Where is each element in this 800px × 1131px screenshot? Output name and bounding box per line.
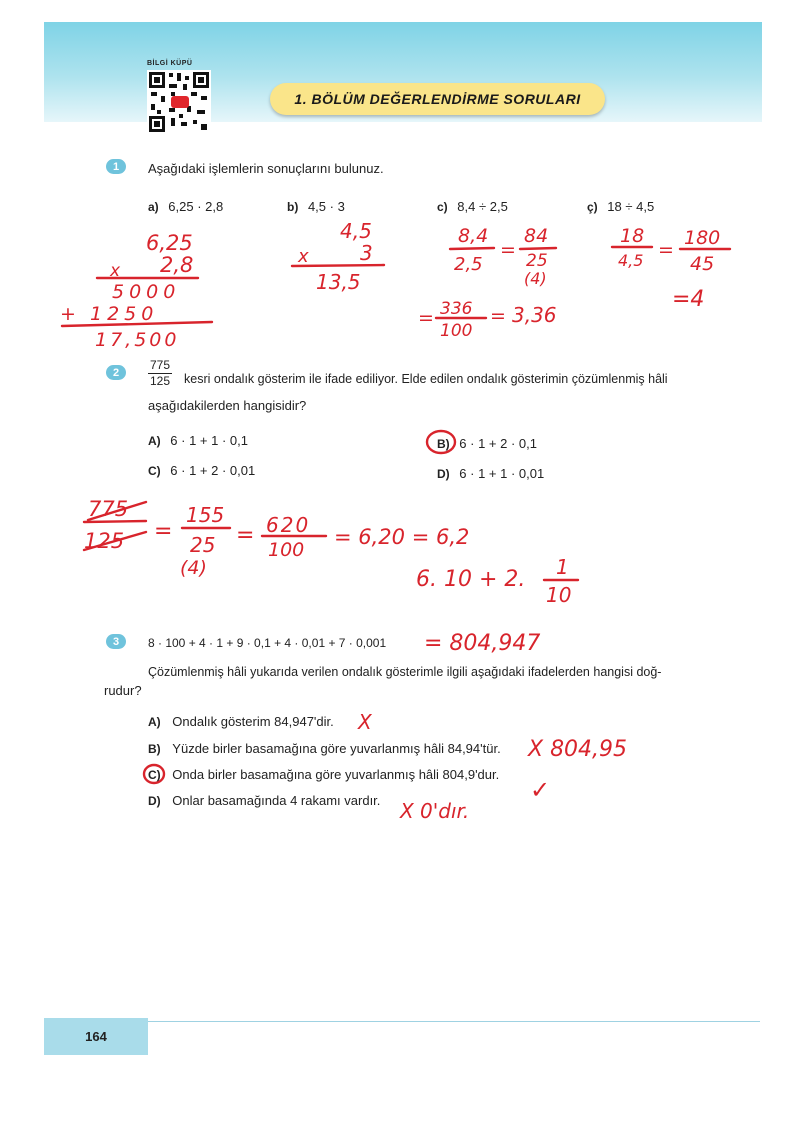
hw-q2-cross2 <box>84 532 146 550</box>
q1-item-c <box>437 199 508 214</box>
q2-option-d[interactable] <box>437 466 544 481</box>
q1-item-a-expr: 6,25 · 2,8 <box>168 199 224 214</box>
q3-option-a-text: Ondalık gösterim 84,947'dir. <box>172 714 334 729</box>
hw-q1a-top: 6,25 <box>146 231 193 255</box>
hw-q1b-times: x <box>298 246 309 267</box>
q1-item-b-label: b) <box>287 200 299 214</box>
hw-q2-d3: 100 <box>268 539 305 561</box>
q1-item-d-label: ç) <box>587 200 598 214</box>
page-number: 164 <box>44 1018 148 1055</box>
hw-q1a-result: 17,500 <box>95 329 180 351</box>
hw-q1d-f1n: 18 <box>620 225 645 247</box>
qr-code[interactable] <box>147 70 211 134</box>
hw-q2-eq-chain: = 6,20 = 6,2 <box>334 525 470 549</box>
q2-fraction-numerator: 775 <box>150 358 171 372</box>
q2-fraction <box>148 358 172 389</box>
hw-q1c-eq2: = <box>418 307 434 329</box>
qr-code-icon <box>147 70 211 134</box>
q3-expression: 8 · 100 + 4 · 1 + 9 · 0,1 + 4 · 0,01 + 7 · 0,001 <box>148 636 387 650</box>
hw-q1a-row1: 5000 <box>112 281 181 303</box>
question-number-badge: 2 <box>106 365 126 380</box>
q1-item-c-expr: 8,4 ÷ 2,5 <box>457 199 508 214</box>
q1-item-a-label: a) <box>148 200 159 214</box>
hw-q3-mark-a: X <box>358 710 372 734</box>
hw-q2-eq1: = <box>154 519 173 544</box>
question-number-badge: 3 <box>106 634 126 649</box>
hw-q1b-line <box>292 265 384 266</box>
hw-q2-n1: 775 <box>88 497 129 521</box>
hw-q1c-result: 3,36 <box>512 303 557 327</box>
hw-q2-frac-n: 1 <box>556 555 569 579</box>
hw-q1c-f2n: 84 <box>524 225 549 247</box>
hw-q1c-f1-bar <box>450 248 494 249</box>
q1-prompt: Aşağıdaki işlemlerin sonuçlarını bulunuz. <box>148 161 384 176</box>
hw-q2-cross1 <box>88 502 146 520</box>
q2-option-a[interactable] <box>148 433 248 448</box>
hw-q1c-f1d: 2,5 <box>454 254 483 275</box>
q3-option-c-label: C) <box>148 768 161 782</box>
hw-q1a-times: x <box>110 261 121 281</box>
hw-q1c-eq: = <box>500 239 516 261</box>
hw-q1d-f1d: 4,5 <box>618 251 644 270</box>
hw-q1b-top: 4,5 <box>340 219 372 243</box>
hw-q1b-result: 13,5 <box>316 270 361 294</box>
hw-q2-frac-d: 10 <box>546 583 572 607</box>
q3-option-a-label: A) <box>148 715 161 729</box>
hw-q1c-res-d: 100 <box>440 321 473 341</box>
q3-option-c-text: Onda birler basamağına göre yuvarlanmış hâli 804,9'dur. <box>172 767 500 782</box>
q1-item-c-label: c) <box>437 200 448 214</box>
q1-item-b <box>287 199 345 214</box>
q2-option-b[interactable] <box>437 436 537 451</box>
hw-q1c-eq3: = <box>490 305 506 327</box>
q2-option-b-text: 6 · 1 + 2 · 0,1 <box>459 436 537 451</box>
hw-q1d-f2n: 180 <box>684 227 721 249</box>
section-banner: 1. BÖLÜM DEĞERLENDİRME SORULARI <box>270 83 605 115</box>
hw-q2-expansion: 6. 10 + 2. <box>416 567 526 592</box>
q2-prompt-line1: kesri ondalık gösterim ile ifade ediliyor. Elde edilen ondalık gösterimin çözümlenmiş hâli <box>184 372 668 386</box>
q3-option-d-label: D) <box>148 794 161 808</box>
q2-option-a-text: 6 · 1 + 1 · 0,1 <box>170 433 248 448</box>
q2-option-d-label: D) <box>437 467 450 481</box>
hw-q2-eq2: = <box>236 523 255 548</box>
hw-q2-n3: 620 <box>266 513 311 537</box>
q3-option-c[interactable] <box>148 767 499 782</box>
q3-option-b-text: Yüzde birler basamağına göre yuvarlanmış hâli 84,94'tür. <box>172 741 501 756</box>
q2-option-a-label: A) <box>148 434 161 448</box>
q3-option-d-text: Onlar basamağında 4 rakamı vardır. <box>172 793 381 808</box>
q2-prompt-line2: aşağıdakilerden hangisidir? <box>148 398 307 413</box>
hw-q3-mark-c: ✓ <box>530 776 551 804</box>
q2-option-c[interactable] <box>148 463 255 478</box>
q3-option-b-label: B) <box>148 742 161 756</box>
q2-option-b-label: B) <box>437 437 450 451</box>
hw-q1a-plus: + <box>60 303 76 325</box>
q1-item-b-expr: 4,5 · 3 <box>307 199 345 214</box>
q3-prompt-line2: rudur? <box>104 683 142 698</box>
q2-option-c-text: 6 · 1 + 2 · 0,01 <box>170 463 256 478</box>
q3-option-b[interactable] <box>148 741 501 756</box>
hw-q3-result: = 804,947 <box>424 631 541 656</box>
hw-q2-d2: 25 <box>190 533 216 557</box>
hw-q1a-line2 <box>62 322 212 326</box>
q2-fraction-denominator: 125 <box>150 374 171 388</box>
hw-q1d-result: =4 <box>672 287 705 312</box>
hw-q2-bar1 <box>84 521 146 522</box>
hw-q2-n2: 155 <box>186 503 225 527</box>
hw-q1d-f2d: 45 <box>690 253 715 275</box>
hw-q1c-f2d: 25 <box>526 251 548 271</box>
hw-q1a-mult: 2,8 <box>160 253 194 277</box>
hw-q2-d1: 125 <box>84 529 125 553</box>
q1-item-d-expr: 18 ÷ 4,5 <box>607 199 655 214</box>
hw-q1b-mult: 3 <box>360 241 373 265</box>
hw-q1a-row2: 1250 <box>90 303 159 325</box>
q2-option-d-text: 6 · 1 + 1 · 0,01 <box>459 466 545 481</box>
question-number-badge: 1 <box>106 159 126 174</box>
q1-item-d <box>587 199 654 214</box>
hw-q1d-eq: = <box>658 239 674 261</box>
hw-q1c-res-n: 336 <box>440 299 473 319</box>
q3-option-d[interactable] <box>148 793 380 808</box>
footer-divider <box>148 1021 760 1022</box>
qr-label: BİLGİ KÜPÜ <box>147 60 193 67</box>
hw-q3-mark-d: X 0'dır. <box>400 799 470 823</box>
hw-q1c-f2-bar <box>520 248 556 249</box>
hw-q2-x: (4) <box>180 557 207 579</box>
hw-q1c-f1n: 8,4 <box>458 225 489 247</box>
hw-q3-mark-b: X 804,95 <box>528 737 628 762</box>
q3-option-a[interactable] <box>148 714 334 729</box>
q2-option-c-label: C) <box>148 464 161 478</box>
q1-item-a <box>148 199 223 214</box>
q3-prompt-line1: Çözümlenmiş hâli yukarıda verilen ondalık gösterimle ilgili aşağıdaki ifadelerden hangisi doğ- <box>148 665 662 679</box>
hw-q1c-f2x: (4) <box>524 269 547 288</box>
